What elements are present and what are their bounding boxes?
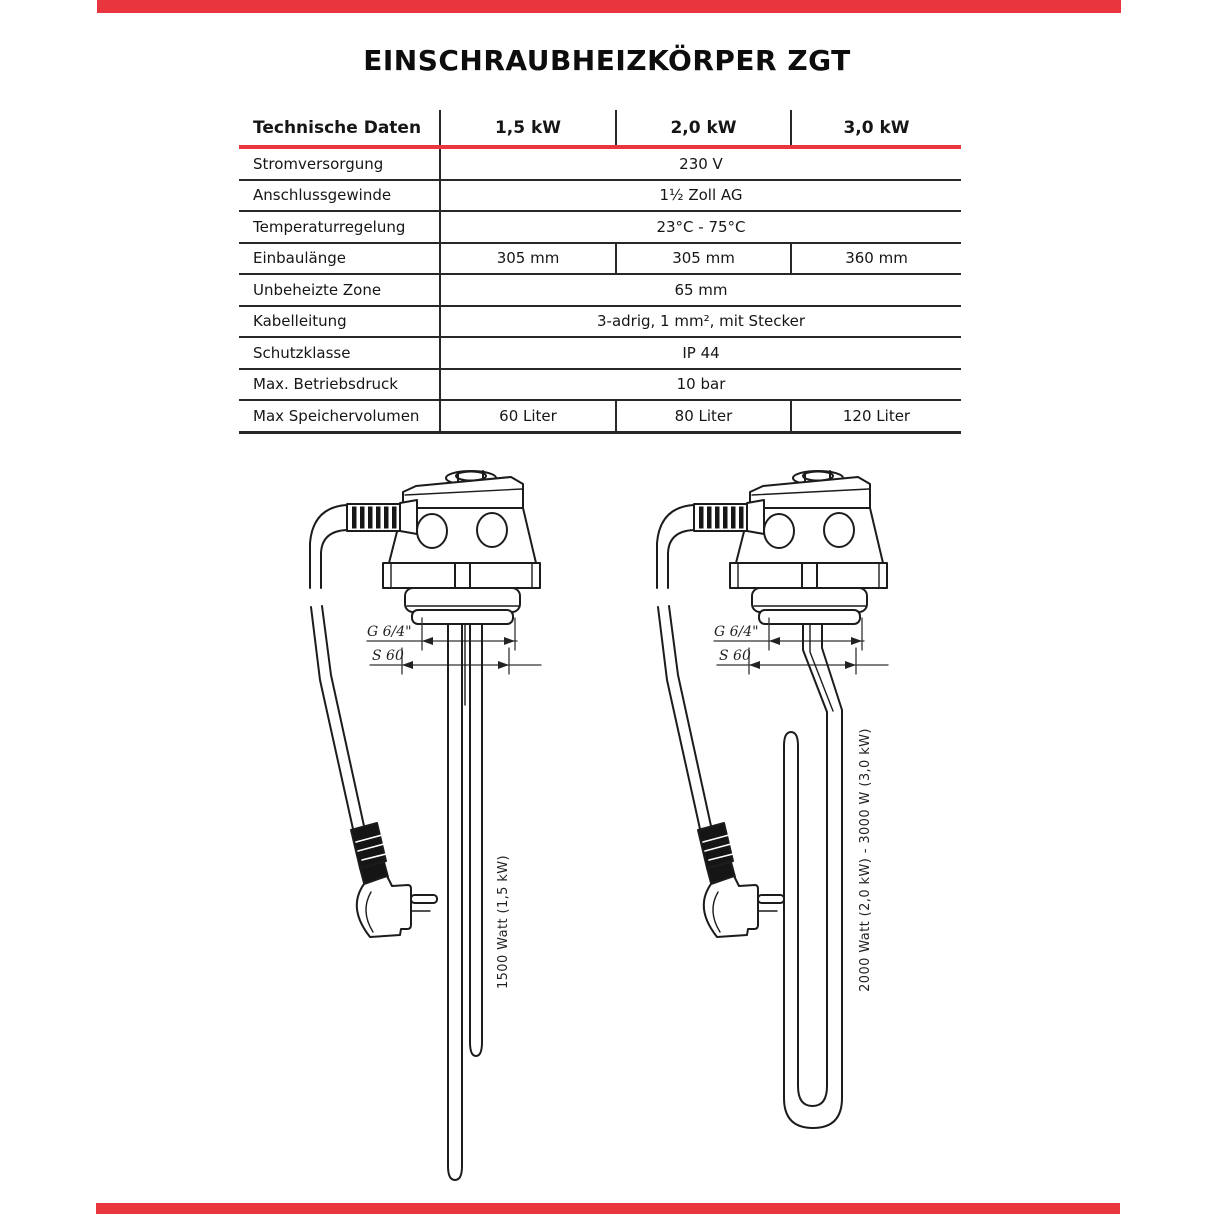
spec-value: 360 mm xyxy=(791,243,961,275)
spec-label: Max. Betriebsdruck xyxy=(239,369,440,401)
spec-value: 120 Liter xyxy=(791,400,961,432)
wattage-caption-left: 1500 Watt (1,5 kW) xyxy=(496,854,511,990)
spec-value: 230 V xyxy=(440,147,961,180)
header-technische-daten: Technische Daten xyxy=(239,110,440,147)
spec-value: 3-adrig, 1 mm², mit Stecker xyxy=(440,306,961,338)
spec-label: Max Speichervolumen xyxy=(239,400,440,432)
spec-label: Kabelleitung xyxy=(239,306,440,338)
spec-value: 305 mm xyxy=(440,243,616,275)
spanner-size-label-right: S 60 xyxy=(719,648,751,664)
spec-label: Stromversorgung xyxy=(239,147,440,180)
header-3-0kw: 3,0 kW xyxy=(791,110,961,147)
heating-element-right xyxy=(657,471,888,1128)
spec-value: 60 Liter xyxy=(440,400,616,432)
spec-label: Einbaulänge xyxy=(239,243,440,275)
spec-value: 305 mm xyxy=(616,243,791,275)
spec-value: 80 Liter xyxy=(616,400,791,432)
spec-label: Anschlussgewinde xyxy=(239,180,440,212)
heating-loop-right xyxy=(784,624,842,1128)
wattage-caption-right: 2000 Watt (2,0 kW) - 3000 W (3,0 kW) xyxy=(858,728,873,992)
spec-label: Schutzklasse xyxy=(239,337,440,369)
header-2-0kw: 2,0 kW xyxy=(616,110,791,147)
spec-value: 1½ Zoll AG xyxy=(440,180,961,212)
spec-label: Unbeheizte Zone xyxy=(239,274,440,306)
spec-value: 10 bar xyxy=(440,369,961,401)
element-head-right xyxy=(657,471,888,937)
heating-rod-left xyxy=(448,624,482,1180)
spec-label: Temperaturregelung xyxy=(239,211,440,243)
spec-value: 65 mm xyxy=(440,274,961,306)
header-1-5kw: 1,5 kW xyxy=(440,110,616,147)
spec-value: 23°C - 75°C xyxy=(440,211,961,243)
thread-size-label-right: G 6/4" xyxy=(714,624,759,640)
spanner-size-label-left: S 60 xyxy=(372,648,404,664)
heating-element-left xyxy=(310,471,541,1180)
page-title: EINSCHRAUBHEIZKÖRPER ZGT xyxy=(363,44,851,77)
spec-value: IP 44 xyxy=(440,337,961,369)
thread-size-label-left: G 6/4" xyxy=(367,624,412,640)
